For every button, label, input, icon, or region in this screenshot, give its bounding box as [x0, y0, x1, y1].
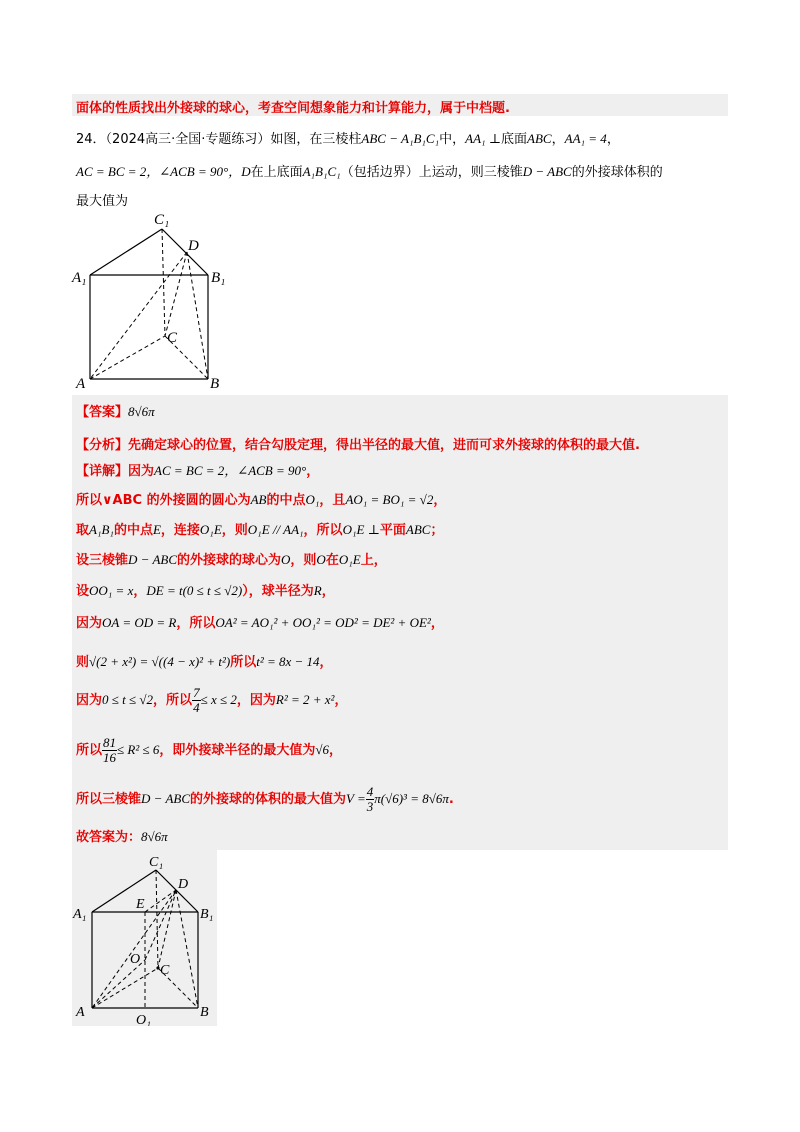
- fraction-4-3: $\frac{4}{3}$: [366, 784, 374, 814]
- detail-line-9: 所以 $\frac{81}{16}$ ≤ R² ≤ 6，即外接球半径的最大值为√6，: [76, 735, 343, 765]
- detail-line-2: 所以∨ABC 的外接圆的圆心为AB的中点O₁，且AO₁ = BO₁ = √2，: [76, 492, 447, 508]
- question-line-3: 最大值为: [76, 194, 129, 209]
- figure-prism-1: [70, 208, 230, 392]
- label2-C: C: [160, 963, 170, 978]
- detail-line-1: 【详解】因为AC = BC = 2，∠ACB = 90°，: [76, 463, 320, 479]
- question-number: 24．: [76, 132, 106, 147]
- label2-B: B: [200, 1005, 209, 1020]
- label2-A: A: [76, 1005, 85, 1020]
- label2-O1: O₁: [136, 1013, 151, 1026]
- question-line-2: AC = BC = 2，∠ACB = 90°，D在上底面A₁B₁C₁（包括边界）上运动，则三棱锥D − ABC的外接球体积的: [76, 164, 663, 180]
- label-A: A: [76, 376, 86, 392]
- fraction-81-16: $\frac{81}{16}$: [103, 735, 117, 765]
- answer-line: [76, 401, 155, 420]
- label-C: C: [167, 330, 178, 346]
- analysis-line: 【分析】先确定球心的位置，结合勾股定理，得出半径的最大值，进而可求外接球的体积的最大值.: [76, 438, 640, 453]
- label2-E: E: [136, 897, 145, 912]
- label-D: D: [188, 238, 199, 254]
- detail-line-3: 取A₁B₁的中点E，连接O₁E，则O₁E // AA₁，所以O₁E ⊥平面ABC；: [76, 522, 444, 538]
- figure-prism-2: [72, 850, 217, 1026]
- fraction-7-4: $\frac{7}{4}$: [193, 685, 200, 715]
- label2-D: D: [178, 877, 189, 892]
- question-source: （2024高三·全国·专题练习）: [105, 132, 271, 147]
- detail-line-5: 设OO₁ = x，DE = t(0 ≤ t ≤ √2)），球半径为R，: [76, 583, 335, 599]
- label2-O: O: [130, 952, 141, 967]
- label2-C1: C₁: [149, 855, 164, 870]
- label-A1: A₁: [72, 270, 87, 286]
- final-answer-value: 8√6π: [141, 829, 168, 844]
- label2-B1: B₁: [200, 907, 214, 922]
- question-line-1: 24．（2024高三·全国·专题练习）如图，在三棱柱ABC − A₁B₁C₁中，AA₁ ⊥底面ABC，AA₁ = 4，: [76, 131, 620, 147]
- detail-line-6: 因为OA = OD = R，所以OA² = AO₁² + OO₁² = OD² = DE² + OE²，: [76, 615, 444, 631]
- answer-tag: 【答案】: [76, 405, 129, 420]
- final-answer-line: [76, 826, 168, 845]
- label-B: B: [210, 376, 220, 392]
- label-C1: C₁: [154, 212, 170, 228]
- detail-line-7: 则√(2 + x²) = √((4 − x)² + t²)所以t² = 8x − 14，: [76, 654, 333, 670]
- label-B1: B₁: [211, 270, 226, 286]
- label2-A1: A₁: [73, 907, 87, 922]
- final-answer-label: 故答案为：: [76, 830, 142, 845]
- detail-line-10: 所以三棱锥D − ABC的外接球的体积的最大值为V = $\frac{4}{3}$ π(√6)³ = 8√6π.: [76, 784, 454, 814]
- previous-solution-tail: 面体的性质找出外接球的球心，考查空间想象能力和计算能力，属于中档题.: [76, 101, 510, 116]
- detail-line-8: 因为0 ≤ t ≤ √2，所以 $\frac{7}{4}$ ≤ x ≤ 2，因为R² = 2 + x²，: [76, 685, 348, 715]
- answer-value: 8√6π: [128, 404, 155, 419]
- detail-line-4: 设三棱锥D − ABC的外接球的球心为O，则O在O₁E上，: [76, 552, 387, 568]
